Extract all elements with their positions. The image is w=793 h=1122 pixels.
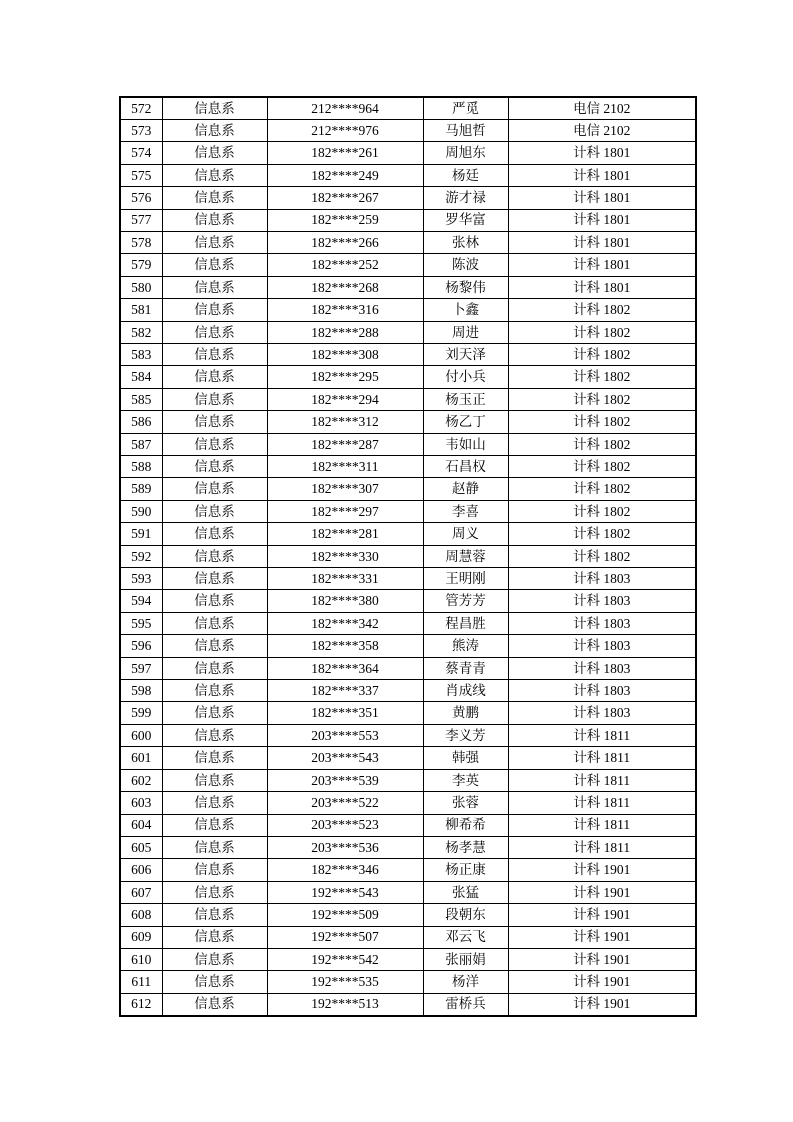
table-row [120,792,696,814]
student-id-cell: 182****295 [267,366,423,388]
name-cell: 邓云飞 [423,926,508,948]
class-cell: 计科 1802 [508,343,696,365]
row-number-cell: 595 [120,612,162,634]
student-id-cell: 182****268 [267,276,423,298]
row-number-cell: 601 [120,747,162,769]
name-cell: 熊涛 [423,635,508,657]
class-cell: 计科 1802 [508,456,696,478]
name-cell: 严觅 [423,97,508,119]
name-cell: 段朝东 [423,904,508,926]
row-number-cell: 599 [120,702,162,724]
name-cell: 刘天泽 [423,343,508,365]
class-cell: 计科 1811 [508,836,696,858]
name-cell: 程昌胜 [423,612,508,634]
name-cell: 李义芳 [423,724,508,746]
class-cell: 计科 1803 [508,657,696,679]
student-id-cell: 182****294 [267,388,423,410]
row-number-cell: 572 [120,97,162,119]
class-cell: 计科 1802 [508,299,696,321]
table-row [120,254,696,276]
class-cell: 计科 1801 [508,254,696,276]
table-row [120,545,696,567]
student-id-cell: 182****281 [267,523,423,545]
row-number-cell: 588 [120,456,162,478]
department-cell: 信息系 [162,142,267,164]
table-row [120,993,696,1015]
row-number-cell: 606 [120,859,162,881]
class-cell: 计科 1801 [508,231,696,253]
row-number-cell: 611 [120,971,162,993]
student-roster-table [119,96,697,1017]
department-cell: 信息系 [162,926,267,948]
table-row [120,635,696,657]
department-cell: 信息系 [162,993,267,1015]
row-number-cell: 596 [120,635,162,657]
department-cell: 信息系 [162,500,267,522]
name-cell: 杨洋 [423,971,508,993]
class-cell: 计科 1802 [508,545,696,567]
table-row [120,702,696,724]
student-id-cell: 203****536 [267,836,423,858]
department-cell: 信息系 [162,702,267,724]
class-cell: 计科 1803 [508,612,696,634]
class-cell: 计科 1901 [508,926,696,948]
student-id-cell: 182****312 [267,411,423,433]
table-row [120,590,696,612]
student-id-cell: 203****553 [267,724,423,746]
table-body [120,97,696,1016]
row-number-cell: 597 [120,657,162,679]
table-row [120,747,696,769]
student-id-cell: 192****543 [267,881,423,903]
row-number-cell: 578 [120,231,162,253]
name-cell: 杨孝慧 [423,836,508,858]
class-cell: 计科 1803 [508,680,696,702]
name-cell: 黄鹏 [423,702,508,724]
row-number-cell: 590 [120,500,162,522]
department-cell: 信息系 [162,231,267,253]
table-row [120,231,696,253]
table-row [120,366,696,388]
name-cell: 张蓉 [423,792,508,814]
department-cell: 信息系 [162,164,267,186]
class-cell: 计科 1803 [508,590,696,612]
name-cell: 马旭哲 [423,119,508,141]
name-cell: 张猛 [423,881,508,903]
department-cell: 信息系 [162,881,267,903]
student-id-cell: 212****976 [267,119,423,141]
student-id-cell: 203****539 [267,769,423,791]
table-row [120,456,696,478]
department-cell: 信息系 [162,299,267,321]
name-cell: 张林 [423,231,508,253]
department-cell: 信息系 [162,568,267,590]
student-id-cell: 192****507 [267,926,423,948]
student-id-cell: 182****259 [267,209,423,231]
name-cell: 蔡青青 [423,657,508,679]
department-cell: 信息系 [162,836,267,858]
name-cell: 卜鑫 [423,299,508,321]
class-cell: 计科 1801 [508,187,696,209]
table-row [120,859,696,881]
table-row [120,948,696,970]
name-cell: 李喜 [423,500,508,522]
table-row [120,209,696,231]
department-cell: 信息系 [162,366,267,388]
table-row [120,926,696,948]
row-number-cell: 573 [120,119,162,141]
name-cell: 周进 [423,321,508,343]
class-cell: 计科 1811 [508,769,696,791]
name-cell: 游才禄 [423,187,508,209]
class-cell: 计科 1803 [508,635,696,657]
class-cell: 计科 1901 [508,971,696,993]
class-cell: 计科 1802 [508,366,696,388]
student-id-cell: 182****288 [267,321,423,343]
department-cell: 信息系 [162,523,267,545]
department-cell: 信息系 [162,433,267,455]
student-id-cell: 182****331 [267,568,423,590]
table-row [120,523,696,545]
student-id-cell: 192****542 [267,948,423,970]
row-number-cell: 609 [120,926,162,948]
row-number-cell: 605 [120,836,162,858]
department-cell: 信息系 [162,814,267,836]
class-cell: 计科 1802 [508,388,696,410]
row-number-cell: 594 [120,590,162,612]
department-cell: 信息系 [162,343,267,365]
name-cell: 赵静 [423,478,508,500]
department-cell: 信息系 [162,904,267,926]
name-cell: 王明刚 [423,568,508,590]
table-row [120,881,696,903]
row-number-cell: 576 [120,187,162,209]
table-row [120,299,696,321]
department-cell: 信息系 [162,478,267,500]
table-row [120,904,696,926]
row-number-cell: 600 [120,724,162,746]
student-id-cell: 182****308 [267,343,423,365]
table-row [120,657,696,679]
class-cell: 计科 1801 [508,209,696,231]
student-id-cell: 182****311 [267,456,423,478]
name-cell: 石昌权 [423,456,508,478]
row-number-cell: 604 [120,814,162,836]
table-row [120,500,696,522]
student-id-cell: 203****522 [267,792,423,814]
class-cell: 计科 1901 [508,881,696,903]
class-cell: 计科 1901 [508,948,696,970]
department-cell: 信息系 [162,187,267,209]
student-id-cell: 182****364 [267,657,423,679]
row-number-cell: 580 [120,276,162,298]
table-row [120,568,696,590]
department-cell: 信息系 [162,971,267,993]
class-cell: 计科 1803 [508,702,696,724]
department-cell: 信息系 [162,209,267,231]
row-number-cell: 579 [120,254,162,276]
student-id-cell: 182****266 [267,231,423,253]
name-cell: 管芳芳 [423,590,508,612]
name-cell: 陈波 [423,254,508,276]
student-id-cell: 182****297 [267,500,423,522]
department-cell: 信息系 [162,680,267,702]
department-cell: 信息系 [162,769,267,791]
row-number-cell: 593 [120,568,162,590]
name-cell: 周慧蓉 [423,545,508,567]
department-cell: 信息系 [162,276,267,298]
student-id-cell: 182****252 [267,254,423,276]
department-cell: 信息系 [162,321,267,343]
name-cell: 雷桥兵 [423,993,508,1015]
student-id-cell: 182****249 [267,164,423,186]
class-cell: 计科 1803 [508,568,696,590]
student-id-cell: 182****342 [267,612,423,634]
class-cell: 计科 1802 [508,523,696,545]
class-cell: 计科 1811 [508,724,696,746]
row-number-cell: 582 [120,321,162,343]
student-id-cell: 192****535 [267,971,423,993]
table-row [120,187,696,209]
class-cell: 计科 1801 [508,276,696,298]
table-row [120,836,696,858]
student-id-cell: 182****261 [267,142,423,164]
class-cell: 计科 1802 [508,433,696,455]
table-row [120,164,696,186]
class-cell: 计科 1802 [508,478,696,500]
student-id-cell: 182****351 [267,702,423,724]
class-cell: 计科 1801 [508,164,696,186]
department-cell: 信息系 [162,948,267,970]
student-id-cell: 182****287 [267,433,423,455]
table-row [120,321,696,343]
table-row [120,343,696,365]
table-row [120,680,696,702]
class-cell: 计科 1802 [508,321,696,343]
department-cell: 信息系 [162,456,267,478]
class-cell: 计科 1811 [508,792,696,814]
student-id-cell: 182****337 [267,680,423,702]
student-id-cell: 182****346 [267,859,423,881]
name-cell: 杨乙丁 [423,411,508,433]
department-cell: 信息系 [162,747,267,769]
department-cell: 信息系 [162,859,267,881]
row-number-cell: 583 [120,343,162,365]
table-row [120,388,696,410]
student-id-cell: 192****509 [267,904,423,926]
table-row [120,612,696,634]
table-row [120,142,696,164]
student-id-cell: 182****330 [267,545,423,567]
department-cell: 信息系 [162,635,267,657]
row-number-cell: 581 [120,299,162,321]
name-cell: 张丽娟 [423,948,508,970]
department-cell: 信息系 [162,792,267,814]
department-cell: 信息系 [162,388,267,410]
name-cell: 杨玉正 [423,388,508,410]
table-row [120,119,696,141]
name-cell: 李英 [423,769,508,791]
class-cell: 计科 1811 [508,747,696,769]
table-row [120,478,696,500]
class-cell: 电信 2102 [508,97,696,119]
table-row [120,724,696,746]
row-number-cell: 608 [120,904,162,926]
table-row [120,97,696,119]
student-id-cell: 182****316 [267,299,423,321]
department-cell: 信息系 [162,590,267,612]
table-row [120,814,696,836]
class-cell: 计科 1802 [508,411,696,433]
department-cell: 信息系 [162,254,267,276]
row-number-cell: 598 [120,680,162,702]
name-cell: 韦如山 [423,433,508,455]
row-number-cell: 574 [120,142,162,164]
row-number-cell: 585 [120,388,162,410]
class-cell: 计科 1801 [508,142,696,164]
student-id-cell: 203****523 [267,814,423,836]
row-number-cell: 607 [120,881,162,903]
class-cell: 计科 1901 [508,904,696,926]
row-number-cell: 602 [120,769,162,791]
row-number-cell: 577 [120,209,162,231]
class-cell: 电信 2102 [508,119,696,141]
table-row [120,433,696,455]
student-id-cell: 212****964 [267,97,423,119]
table-row [120,971,696,993]
row-number-cell: 612 [120,993,162,1015]
row-number-cell: 587 [120,433,162,455]
class-cell: 计科 1811 [508,814,696,836]
name-cell: 韩强 [423,747,508,769]
row-number-cell: 610 [120,948,162,970]
name-cell: 杨正康 [423,859,508,881]
table-row [120,411,696,433]
row-number-cell: 589 [120,478,162,500]
class-cell: 计科 1901 [508,859,696,881]
department-cell: 信息系 [162,97,267,119]
student-id-cell: 182****267 [267,187,423,209]
department-cell: 信息系 [162,545,267,567]
student-id-cell: 192****513 [267,993,423,1015]
name-cell: 肖成线 [423,680,508,702]
department-cell: 信息系 [162,119,267,141]
table-row [120,769,696,791]
student-id-cell: 182****358 [267,635,423,657]
department-cell: 信息系 [162,657,267,679]
name-cell: 柳希希 [423,814,508,836]
name-cell: 罗华富 [423,209,508,231]
row-number-cell: 575 [120,164,162,186]
name-cell: 周义 [423,523,508,545]
name-cell: 付小兵 [423,366,508,388]
name-cell: 杨黎伟 [423,276,508,298]
student-id-cell: 182****380 [267,590,423,612]
student-id-cell: 182****307 [267,478,423,500]
row-number-cell: 591 [120,523,162,545]
class-cell: 计科 1802 [508,500,696,522]
row-number-cell: 586 [120,411,162,433]
row-number-cell: 584 [120,366,162,388]
student-id-cell: 203****543 [267,747,423,769]
department-cell: 信息系 [162,612,267,634]
table-row [120,276,696,298]
department-cell: 信息系 [162,724,267,746]
department-cell: 信息系 [162,411,267,433]
row-number-cell: 603 [120,792,162,814]
name-cell: 周旭东 [423,142,508,164]
name-cell: 杨廷 [423,164,508,186]
row-number-cell: 592 [120,545,162,567]
class-cell: 计科 1901 [508,993,696,1015]
